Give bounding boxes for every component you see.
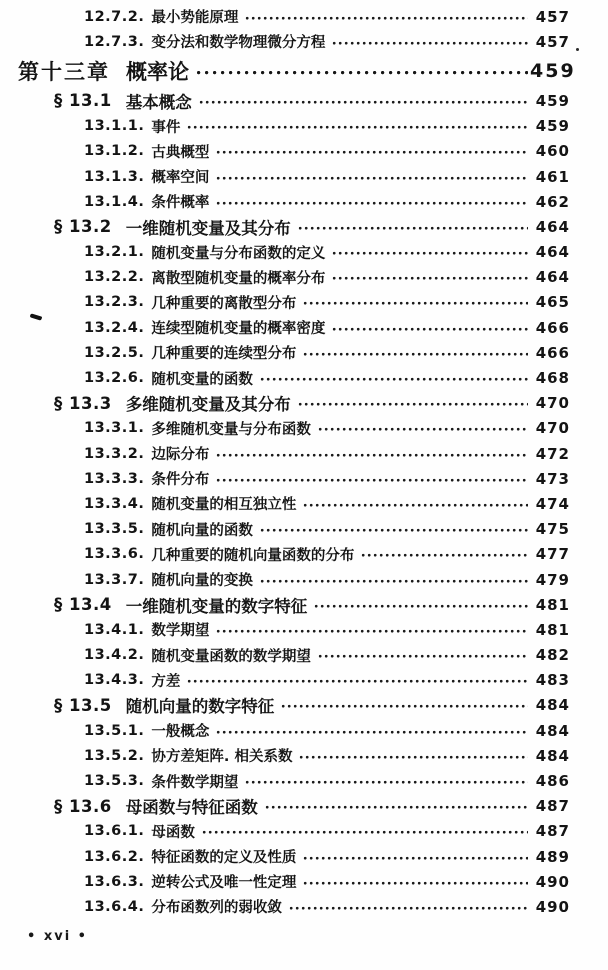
toc-entry-page: 482 (535, 646, 570, 665)
toc-entry (0, 164, 608, 189)
dot-leader (216, 150, 528, 155)
toc-entry-number: 13.2.4. (84, 319, 145, 336)
toc-entry-number: § 13.1 (54, 91, 112, 111)
toc-entry-title: 离散型随机变量的概率分布 (151, 270, 326, 287)
toc-entry (0, 88, 608, 113)
toc-entry-number: 13.5.2. (84, 747, 145, 764)
toc-entry-page: 466 (535, 318, 570, 337)
toc-entry-number: 第十三章 (18, 60, 110, 85)
toc-entry (0, 718, 608, 743)
toc-entry-title: 逆转公式及唯一性定理 (151, 875, 297, 892)
toc-entry-title: 变分法和数学物理微分方程 (151, 35, 326, 52)
toc-entry-page: 470 (535, 394, 570, 413)
toc-entry-title: 协方差矩阵. 相关系数 (151, 749, 293, 766)
toc-entry-title: 多维随机变量及其分布 (125, 395, 291, 415)
toc-entry-page: 474 (535, 494, 570, 513)
toc-entry (0, 894, 608, 919)
toc-entry (0, 794, 608, 819)
toc-entry-page: 462 (535, 192, 570, 211)
dot-leader (281, 704, 528, 709)
toc-entry (0, 29, 608, 54)
toc-entry-page: 490 (535, 897, 570, 916)
toc-entry (0, 743, 608, 768)
toc-entry-page: 487 (535, 797, 570, 816)
toc-entry (0, 54, 608, 88)
toc-entry-title: 古典概型 (151, 144, 210, 161)
toc-entry-title: 一维随机变量的数字特征 (125, 596, 308, 616)
toc-entry-number: 13.3.3. (84, 470, 145, 487)
dot-leader (196, 70, 528, 76)
dot-leader (303, 301, 528, 306)
toc-entry-number: § 13.2 (54, 217, 112, 237)
toc-entry (0, 819, 608, 844)
toc-entry-page: 468 (535, 369, 570, 388)
toc-entry-number: 13.6.2. (84, 848, 145, 865)
dot-leader (187, 679, 528, 684)
toc-entry (0, 340, 608, 365)
toc-entry-number: § 13.6 (54, 796, 112, 816)
toc-entry (0, 441, 608, 466)
dot-leader (298, 226, 528, 231)
toc-entry-title: 分布函数列的弱收敛 (151, 900, 282, 917)
toc-entry-number: 13.2.6. (84, 370, 145, 387)
toc-entry-title: 随机变量与分布函数的定义 (151, 245, 326, 262)
toc-entry-page: 484 (535, 696, 570, 715)
toc-entry-number: 13.4.3. (84, 672, 145, 689)
dot-leader (314, 604, 528, 609)
toc-entry (0, 542, 608, 567)
toc-entry-page: 464 (535, 217, 570, 236)
dot-leader (332, 327, 528, 332)
toc-entry-number: 12.7.3. (84, 33, 145, 50)
toc-entry-title: 随机变量的相互独立性 (151, 497, 297, 514)
dot-leader (260, 528, 528, 533)
dot-leader (289, 906, 528, 911)
toc-entry-page: 464 (535, 268, 570, 287)
toc-entry-title: 方差 (151, 673, 181, 690)
dot-leader (202, 830, 528, 835)
toc-entry-title: 最小势能原理 (151, 10, 239, 27)
dot-leader (361, 553, 528, 558)
toc-entry-title: 数学期望 (151, 623, 210, 640)
dot-leader (298, 402, 528, 407)
toc-entry-title: 随机向量的函数 (151, 522, 253, 539)
toc-entry-title: 几种重要的随机向量函数的分布 (151, 547, 355, 564)
toc-entry-title: 事件 (151, 119, 181, 136)
dot-leader (318, 427, 528, 432)
toc-entry-title: 随机变量的函数 (151, 371, 253, 388)
toc-entry-title: 概率论 (126, 60, 189, 85)
toc-entry-page: 457 (535, 32, 570, 51)
toc-entry (0, 466, 608, 491)
dot-leader (265, 805, 528, 810)
toc-entry-page: 459 (530, 60, 576, 83)
toc-entry (0, 869, 608, 894)
dot-leader (260, 579, 528, 584)
toc-entry-page: 477 (535, 545, 570, 564)
dot-leader (332, 276, 528, 281)
toc-entry-title: 一维随机变量及其分布 (125, 218, 291, 238)
toc-entry-page: 490 (535, 872, 570, 891)
toc-entry-title: 随机变量函数的数学期望 (151, 648, 311, 665)
toc-entry-title: 母函数与特征函数 (125, 798, 258, 818)
toc-entry-number: 13.6.1. (84, 823, 145, 840)
toc-entry-page: 461 (535, 167, 570, 186)
toc-entry-title: 条件分布 (151, 472, 210, 489)
toc-entry-number: 13.6.3. (84, 873, 145, 890)
dot-leader (303, 352, 528, 357)
dot-leader (260, 377, 528, 382)
dot-leader (245, 16, 528, 21)
dot-leader (332, 251, 528, 256)
toc-entry-page: 489 (535, 847, 570, 866)
toc-entry-title: 多维随机变量与分布函数 (151, 421, 311, 438)
toc-entry-page: 465 (535, 293, 570, 312)
toc-entry-page: 479 (535, 570, 570, 589)
dot-leader (216, 201, 528, 206)
toc-entry (0, 4, 608, 29)
toc-entry-page: 484 (535, 721, 570, 740)
toc-entry-number: 13.2.1. (84, 244, 145, 261)
toc-entry (0, 416, 608, 441)
dot-leader (216, 453, 528, 458)
toc-entry-number: § 13.4 (54, 595, 112, 615)
toc-entry-number: 13.3.2. (84, 445, 145, 462)
toc-entry-page: 466 (535, 343, 570, 362)
toc-entry (0, 214, 608, 239)
toc-entry (0, 265, 608, 290)
toc-entry-title: 母函数 (151, 824, 195, 841)
toc-entry-page: 464 (535, 243, 570, 262)
dot-leader (187, 125, 528, 130)
toc-entry-title: 概率空间 (151, 170, 210, 187)
toc-entry-page: 481 (535, 595, 570, 614)
dot-leader (216, 730, 528, 735)
toc-entry-number: 13.6.4. (84, 898, 145, 915)
toc-entry-number: § 13.3 (54, 393, 112, 413)
page-footer: • xvi • (27, 929, 88, 944)
dot-leader (318, 654, 528, 659)
toc-entry-number: 12.7.2. (84, 8, 145, 25)
toc-entry-page: 481 (535, 620, 570, 639)
toc-entry-title: 随机向量的变换 (151, 573, 253, 590)
toc-entry (0, 315, 608, 340)
toc-entry-number: 13.3.4. (84, 495, 145, 512)
toc-entry (0, 491, 608, 516)
toc-entry-page: 483 (535, 671, 570, 690)
toc-entry-number: 13.4.2. (84, 647, 145, 664)
toc-entry-number: 13.2.2. (84, 269, 145, 286)
toc-entry-page: 484 (535, 746, 570, 765)
toc-entry-title: 条件数学期望 (151, 774, 239, 791)
dot-leader (303, 503, 528, 508)
toc-entry (0, 290, 608, 315)
dot-leader (216, 629, 528, 634)
dot-leader (332, 41, 528, 46)
dot-leader (299, 755, 528, 760)
dot-leader (303, 856, 528, 861)
toc-entry-number: 13.3.6. (84, 546, 145, 563)
toc-entry-title: 几种重要的连续型分布 (151, 346, 297, 363)
toc-entry (0, 114, 608, 139)
toc-entry-page: 470 (535, 419, 570, 438)
toc-entry (0, 668, 608, 693)
toc-list (0, 4, 608, 920)
toc-entry-number: 13.1.2. (84, 143, 145, 160)
toc-entry-number: 13.5.1. (84, 722, 145, 739)
toc-entry (0, 844, 608, 869)
toc-entry-number: 13.3.5. (84, 521, 145, 538)
toc-entry-number: 13.1.1. (84, 118, 145, 135)
toc-entry (0, 240, 608, 265)
toc-entry-title: 一般概念 (151, 724, 210, 741)
toc-entry (0, 517, 608, 542)
toc-entry (0, 693, 608, 718)
dot-leader (199, 100, 528, 105)
toc-entry-title: 基本概念 (125, 92, 192, 112)
toc-entry (0, 139, 608, 164)
toc-entry-number: 13.2.3. (84, 294, 145, 311)
toc-entry-page: 459 (535, 117, 570, 136)
toc-entry (0, 391, 608, 416)
toc-entry-page: 475 (535, 520, 570, 539)
toc-entry-number: 13.3.7. (84, 571, 145, 588)
toc-entry-number: 13.1.4. (84, 193, 145, 210)
toc-entry-page: 473 (535, 469, 570, 488)
toc-entry-number: 13.5.3. (84, 773, 145, 790)
toc-entry-title: 连续型随机变量的概率密度 (151, 321, 326, 338)
toc-entry (0, 189, 608, 214)
toc-entry (0, 768, 608, 793)
toc-entry-title: 条件概率 (151, 195, 210, 212)
toc-entry-page: 459 (535, 91, 570, 110)
toc-entry-page: 460 (535, 142, 570, 161)
toc-entry-title: 几种重要的离散型分布 (151, 295, 297, 312)
toc-entry (0, 643, 608, 668)
toc-entry-number: 13.4.1. (84, 621, 145, 638)
toc-entry-page: 486 (535, 772, 570, 791)
toc-entry-page: 457 (535, 7, 570, 26)
dot-leader (216, 478, 528, 483)
dot-leader (303, 881, 528, 886)
toc-entry-title: 随机向量的数字特征 (125, 697, 275, 717)
dot-leader (216, 176, 528, 181)
toc-entry-number: 13.3.1. (84, 420, 145, 437)
ink-speck (576, 48, 579, 51)
toc-entry (0, 617, 608, 642)
toc-entry-title: 边际分布 (151, 447, 210, 464)
toc-entry-page: 472 (535, 444, 570, 463)
toc-entry-page: 487 (535, 822, 570, 841)
toc-entry-number: 13.2.5. (84, 344, 145, 361)
toc-entry (0, 567, 608, 592)
dot-leader (245, 780, 528, 785)
toc-entry-number: § 13.5 (54, 695, 112, 715)
toc-entry (0, 365, 608, 390)
toc-entry (0, 592, 608, 617)
toc-entry-number: 13.1.3. (84, 168, 145, 185)
toc-entry-title: 特征函数的定义及性质 (151, 850, 297, 867)
